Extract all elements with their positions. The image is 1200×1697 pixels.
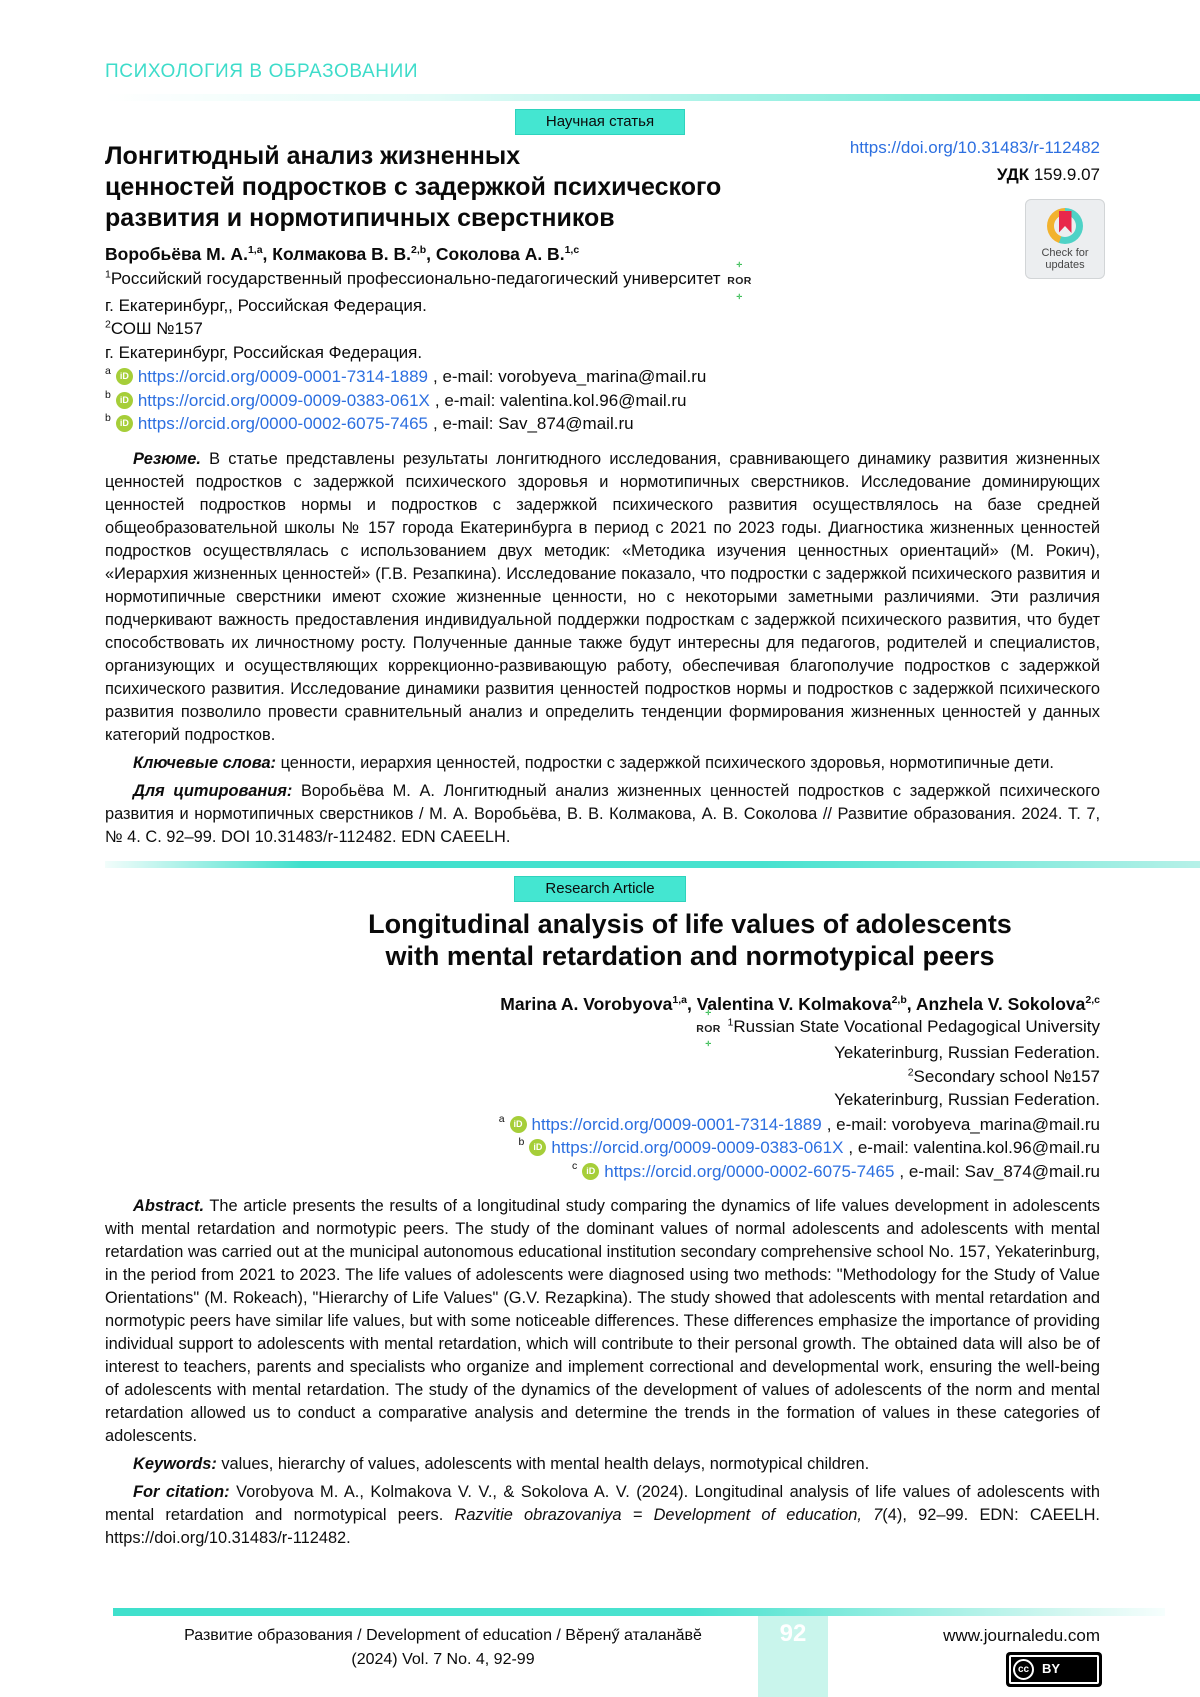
orcid-icon: iD (582, 1163, 599, 1180)
title-ru-line3: развития и нормотипичных сверстников (105, 204, 615, 232)
affiliation-ru-2: г. Екатеринбург,, Российская Федерация. (105, 295, 427, 315)
orcid-row: a iD https://orcid.org/0009-0001-7314-1889 , e-mail: vorobyeva_marina@mail.ru (0, 1113, 1100, 1137)
author-ru-2-sup: 2,b (410, 244, 427, 257)
orcid-row: b iD https://orcid.org/0009-0009-0383-061X , e-mail: valentina.kol.96@mail.ru (105, 389, 1200, 413)
orcid-icon: iD (529, 1139, 546, 1156)
author-ru-3-sup: 1,c (564, 244, 580, 257)
authors-en: Marina A. Vorobyova$^{1,a}$, Valentina V. Kolmakova$^{2,b}$, Anzhela V. Sokolova$^{2,c}$ (500, 993, 1100, 1014)
author-en-3: Anzhela V. Sokolova (915, 993, 1086, 1014)
section-divider (105, 861, 1200, 868)
keywords-ru: Ключевые слова: ценности, иерархия ценностей, подростки с задержкой психического здоровья, нормотипичные дети. (133, 753, 1054, 772)
udk-value: 159.9.07 (1033, 165, 1100, 184)
article-meta (850, 138, 1100, 279)
journal-website-link[interactable]: www.journaledu.com (943, 1626, 1100, 1645)
cc-icon: cc (1013, 1659, 1034, 1680)
abstract-en-label: Abstract. (133, 1197, 205, 1215)
doi-link[interactable]: https://doi.org/10.31483/r-112482 (849, 138, 1100, 157)
orcid-icon: iD (116, 392, 133, 409)
email-en-3: , e-mail: Sav_874@mail.ru (899, 1161, 1100, 1181)
citation-ru: Для цитирования: Воробьёва М. А. Лонгитюдный анализ жизненных ценностей подростков с задержкой психического развития и нормотипичных сверстников / М. А. Воробьёва, В. В. Колмакова, А. В. Соколова // Развитие образования. 2024. Т. 7, № 4. С. 92–99. DOI 10.31483/r-112482. EDN CAEELH. (105, 781, 1100, 846)
orcid-link[interactable]: https://orcid.org/0000-0002-6075-7465 (604, 1161, 895, 1181)
author-ru-1: Воробьёва М. А. (105, 244, 248, 264)
crossmark-bookmark-icon (1059, 211, 1072, 233)
citation-en-label: For citation: (133, 1483, 230, 1501)
email-ru-2: , e-mail: valentina.kol.96@mail.ru (434, 390, 687, 410)
email-en-1: , e-mail: vorobyeva_marina@mail.ru (826, 1114, 1100, 1134)
footer-issue-line: (2024) Vol. 7 No. 4, 92-99 (351, 1651, 535, 1668)
affiliation-en-2: Yekaterinburg, Russian Federation. (834, 1043, 1100, 1062)
article-type-badge-en: Research Article (514, 876, 685, 902)
email-ru-3: , e-mail: Sav_874@mail.ru (433, 414, 634, 433)
citation-en: For citation: Vorobyova M. A., Kolmakova V. V., & Sokolova A. V. (2024). Longitudinal analysis of life values of adolescents with mental retardation and normotypical peers. Razvitie obrazovaniya = Development of education, 7(4), 92–99. EDN: CAEELH. https://doi.org/10.31483/r-112482. (105, 1483, 1100, 1547)
orcid-icon: iD (116, 368, 133, 385)
affiliation-en-3: $^2$Secondary school №157 (907, 1065, 1100, 1086)
footer-divider (113, 1608, 1165, 1616)
keywords-en: Keywords: values, hierarchy of values, adolescents with mental health delays, normotypical children. (133, 1455, 870, 1473)
orcid-link[interactable]: https://orcid.org/0000-0002-6075-7465 (137, 414, 428, 433)
abstract-ru: Резюме. В статье представлены результаты лонгитюдного исследования, сравнивающего динамику развития жизненных ценностей подростков с задержкой психического здоровья и нормотипичных сверстников. Исследование доминирующих ценностей подростков нормы и подростков с задержкой психического развития осуществлялось на базе средней общеобразовательной школы № 157 города Екатеринбурга в период с 2021 по 2023 годы. Диагностика жизненных ценностей подростков осуществлялась с использованием двух методик: «Методика изучения ценностных ориентаций» (М. Рокич), «Иерархия жизненных ценностей» (Г.В. Резапкина). Исследование показало, что подростки с задержкой психического развития и нормотипичные сверстники имеют схожие жизненные ценности, но с некоторыми заметными различиями. Эти различия подчеркивают важность предоставления индивидуальной поддержки подросткам с задержкой психического развития, что будет способствовать их личностному росту. Полученные данные также будут интересны для педагогов, родителей и специалистов, организующих и осуществляющих коррекционно-развивающую работу, обеспечивая благополучие подростков с задержкой психического развития. Исследование динамики развития ценностей подростков нормы и подростков с задержкой психического развития позволило провести сравнительный анализ и определить тенденции формирования жизненных ценностей у данных категорий подростков. (105, 449, 1100, 744)
article-title-en (260, 908, 1120, 972)
ror-icon[interactable]: ✛ ROR ✛ (727, 270, 752, 294)
author-en-2: Valentina V. Kolmakova (696, 993, 892, 1014)
orcid-list-ru (105, 365, 1200, 436)
author-ru-1-sup: 1,a (247, 244, 263, 257)
affiliation-en-4: Yekaterinburg, Russian Federation. (834, 1090, 1100, 1109)
title-en-line2: with mental retardation and normotypical peers (385, 940, 995, 971)
author-ru-2: Колмакова В. В. (272, 244, 411, 264)
crossmark-ring-icon (1047, 208, 1083, 244)
page-number-band (758, 1608, 828, 1697)
check-updates-line2: updates (1045, 259, 1085, 271)
affiliation-ru-1: $^1$Российский государственный профессионально-педагогический университет ✛ ROR ✛ (105, 267, 1200, 294)
header-divider (105, 94, 1200, 101)
authors-affiliations-en (0, 994, 1100, 1112)
orcid-link[interactable]: https://orcid.org/0009-0009-0383-061X (551, 1138, 844, 1157)
title-ru-line2: ценностей подростков с задержкой психического (105, 173, 722, 201)
email-ru-1: , e-mail: vorobyeva_marina@mail.ru (433, 367, 707, 386)
title-en-line1: Longitudinal analysis of life values of adolescents (368, 908, 1012, 939)
udk-code (850, 165, 1100, 185)
orcid-row: b iD https://orcid.org/0000-0002-6075-7465 , e-mail: Sav_874@mail.ru (105, 412, 1200, 436)
abstract-en: Abstract. The article presents the results of a longitudinal study comparing the dynamics of life values development in adolescents with mental retardation and normotypic peers. The study of the dominant values of normal adolescents and adolescents with mental retardation was carried out at the municipal autonomous educational institution secondary comprehensive school No. 157, Yekaterinburg, in the period from 2021 to 2023. The life values of adolescents were diagnosed using two methods: "Methodology for the Study of Value Orientations" (M. Rokeach), "Hierarchy of Life Values" (G.V. Rezapkina). The study showed that adolescents with mental retardation and normotypic peers have similar life values, but with some noticeable differences. These differences emphasize the importance of providing individual support to adolescents with mental retardation, which will contribute to their personal growth. The obtained data will also be of interest to teachers, parents and specialists who organize and implement correctional and developmental work, ensuring the well-being of adolescents with mental retardation. The study of the dynamics of the development of values of adolescents of the norm and mental retardation allowed us to conduct a comparative analysis and determine the trends in the formation of values in these categories of adolescents. (105, 1197, 1100, 1445)
cc-by-label: BY (1042, 1661, 1061, 1676)
authors-ru: Воробьёва М. А.$^{1,a}$, Колмакова В. В.$^{2,b}$, Соколова А. В.$^{1,c}$ (105, 244, 580, 264)
ror-icon[interactable]: ✛ ROR ✛ (696, 1018, 721, 1042)
orcid-link[interactable]: https://orcid.org/0009-0009-0383-061X (137, 390, 430, 410)
title-ru-line1: Лонгитюдный анализ жизненных (105, 142, 521, 170)
cc-by-license-badge[interactable] (1006, 1652, 1102, 1687)
author-en-1: Marina A. Vorobyova (500, 993, 673, 1014)
section-header: ПСИХОЛОГИЯ В ОБРАЗОВАНИИ (105, 61, 419, 82)
abstract-ru-label: Резюме. (133, 449, 201, 468)
affiliation-ru-4: г. Екатеринбург, Российская Федерация. (105, 342, 423, 362)
article-title-ru (105, 141, 795, 234)
orcid-row: a iD https://orcid.org/0009-0001-7314-1889 , e-mail: vorobyeva_marina@mail.ru (105, 365, 1200, 389)
keywords-ru-label: Ключевые слова: (133, 753, 277, 772)
email-en-2: , e-mail: valentina.kol.96@mail.ru (848, 1138, 1100, 1157)
orcid-icon: iD (116, 415, 133, 432)
article-type-badge-ru: Научная статья (515, 109, 685, 135)
orcid-link[interactable]: https://orcid.org/0009-0001-7314-1889 (137, 367, 428, 386)
orcid-list-en (0, 1113, 1100, 1184)
footer-journal-info (128, 1624, 758, 1672)
orcid-link[interactable]: https://orcid.org/0009-0001-7314-1889 (531, 1114, 822, 1134)
udk-label: УДК (996, 165, 1030, 184)
check-for-updates-button[interactable] (1025, 199, 1105, 279)
citation-journal-name: Razvitie obrazovaniya = Development of education, 7 (454, 1506, 883, 1524)
check-updates-line1: Check for (1041, 247, 1089, 259)
affiliation-ru-3: $^2$СОШ №157 (105, 318, 203, 338)
orcid-row: b iD https://orcid.org/0009-0009-0383-061X , e-mail: valentina.kol.96@mail.ru (0, 1136, 1100, 1160)
orcid-icon: iD (510, 1116, 527, 1133)
citation-ru-label: Для цитирования: (133, 781, 293, 800)
orcid-row: c iD https://orcid.org/0000-0002-6075-7465 , e-mail: Sav_874@mail.ru (0, 1160, 1100, 1184)
check-updates-label (1026, 247, 1104, 271)
author-ru-3: Соколова А. В. (435, 244, 565, 264)
affiliation-en-1: ✛ ROR ✛ $^1$Russian State Vocational Pedagogical University (0, 1015, 1100, 1042)
affiliations-ru (105, 267, 1200, 364)
keywords-en-label: Keywords: (133, 1455, 217, 1473)
page-number: 92 (779, 1620, 807, 1647)
footer-journal-line: Развитие образования / Development of education / Вĕренӳ аталанăвĕ (184, 1627, 702, 1644)
